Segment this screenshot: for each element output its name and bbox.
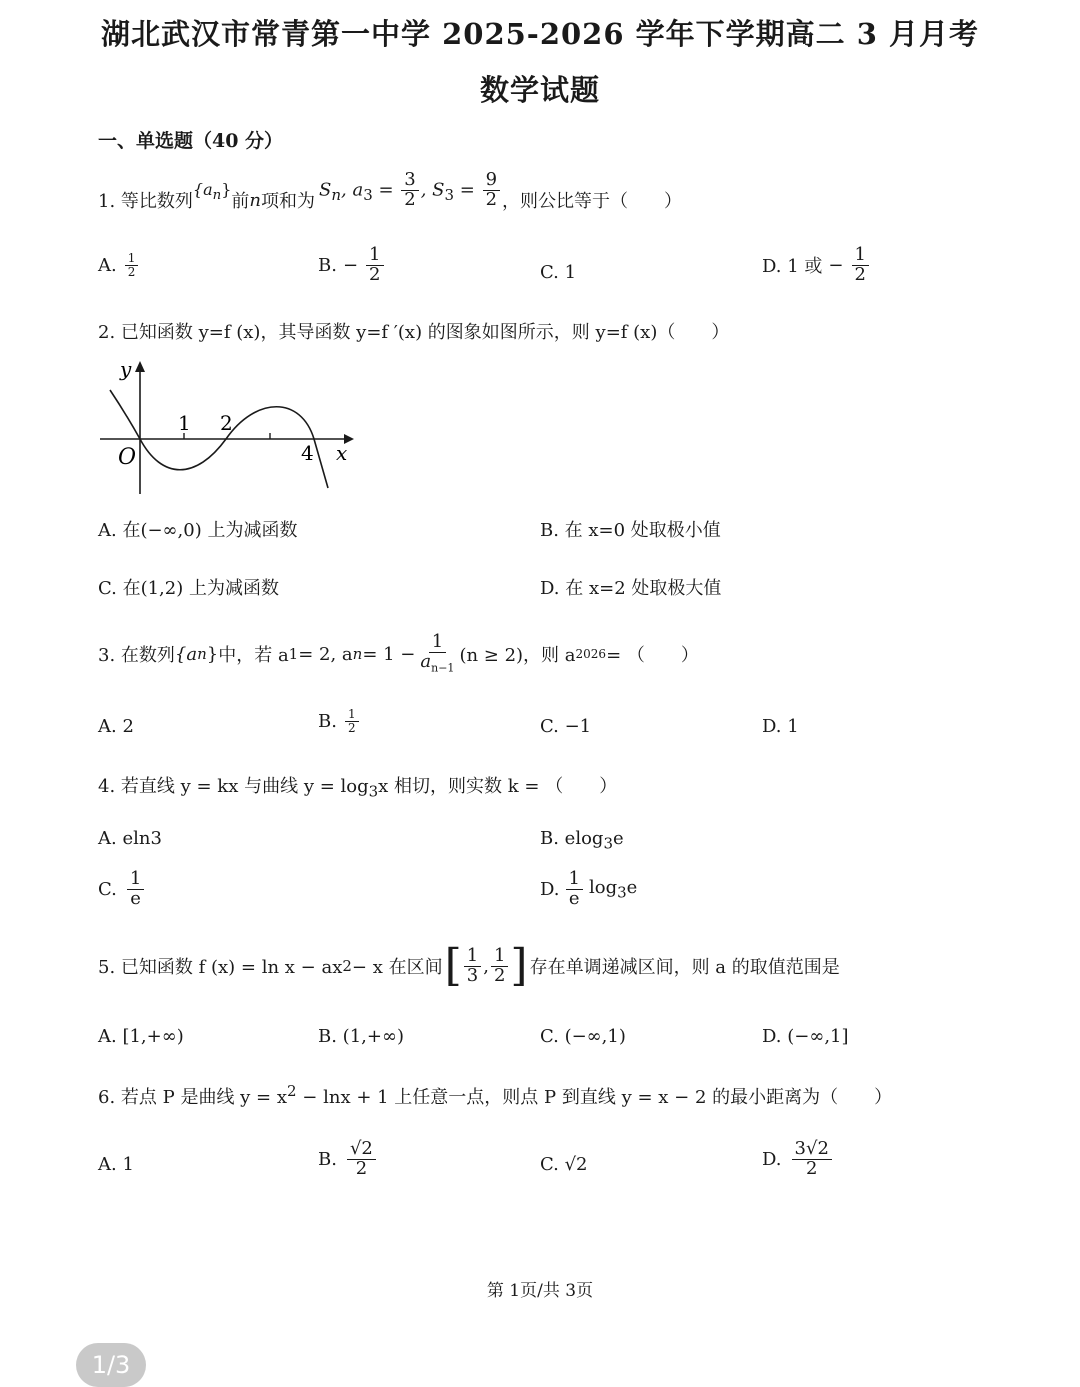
q1-a3-sub: 3 (363, 185, 373, 204)
q1-seq-sub: n (212, 188, 222, 204)
question-6 (98, 1082, 892, 1109)
q3-frac-den: a (420, 651, 432, 673)
q1-eq2: = (454, 179, 481, 200)
q5-frac1-num: 1 (464, 947, 481, 967)
q4-option-c[interactable] (98, 870, 146, 909)
q5-text: 5. 已知函数 f (x) = ln x − ax (98, 957, 343, 978)
q5-option-d[interactable]: D. (−∞,1] (762, 1026, 849, 1047)
q1-text-a: 前 (231, 191, 250, 212)
q3-cond: (n ≥ 2)，则 a (459, 645, 576, 666)
graph-origin-label: O (118, 445, 137, 470)
q3-option-b[interactable] (318, 708, 361, 734)
q1-frac1-den: 2 (404, 188, 416, 210)
y-axis-arrow (135, 361, 145, 372)
q6-option-b-den: 2 (355, 1157, 368, 1179)
q2-option-d[interactable]: D. 在 x=2 处取极大值 (540, 578, 722, 599)
q1-option-d-label: D. 1 或 (762, 256, 823, 278)
graph-y-label: y (120, 357, 132, 381)
page-footer: 第 1页/共 3页 (486, 1281, 594, 1301)
graph-tick-1-label: 1 (178, 411, 191, 435)
q5-text2: − x 在区间 (351, 957, 443, 978)
q5-sup: 2 (342, 957, 352, 975)
q4-option-d-sub: 3 (617, 883, 627, 902)
q5-tail: 存在单调递减区间，则 a 的取值范围是 (529, 957, 840, 978)
q6-option-b-label: B. (318, 1148, 337, 1170)
graph-tick-2-label: 2 (220, 411, 233, 435)
q4-option-b-sub: 3 (603, 834, 613, 853)
q4-text2: x 相切，则实数 k = （ ） (378, 776, 618, 797)
graph-x-label: x (336, 441, 348, 465)
q6-option-a[interactable]: A. 1 (98, 1154, 134, 1175)
q4-text: 4. 若直线 y = kx 与曲线 y = log (98, 776, 369, 797)
q1-option-d-num: 1 (852, 246, 869, 266)
q1-a3: , a (341, 179, 364, 200)
q1-option-d-den: 2 (854, 263, 866, 285)
q6-option-b-num: √2 (347, 1140, 376, 1160)
q4-sub: 3 (368, 782, 379, 801)
q6-option-d-label: D. (762, 1148, 782, 1170)
q3-option-b-den: 2 (347, 720, 356, 735)
q1-seq-end: } (221, 180, 232, 200)
q3-option-a[interactable]: A. 2 (98, 716, 134, 737)
q6-option-d-num: 3√2 (792, 1140, 832, 1160)
q1-eq: = (372, 179, 400, 200)
q1-seq: {a (192, 180, 213, 200)
q1-S3: , S (420, 179, 445, 200)
q1-option-d-sign: − (828, 254, 844, 276)
q1-option-a[interactable] (98, 252, 140, 278)
q4-option-b-tail: e (613, 828, 624, 849)
q1-frac1-num: 3 (401, 171, 418, 191)
q3-frac-num: 1 (429, 633, 446, 653)
derivative-graph (96, 352, 366, 500)
q2-option-b[interactable]: B. 在 x=0 处取极小值 (540, 520, 721, 541)
q4-option-d-tail: log (588, 877, 618, 899)
q6-text2: − lnx + 1 上任意一点，则点 P 到直线 y = x − 2 的最小距离为（ ） (296, 1087, 893, 1108)
q3-tail: = （ ） (606, 645, 699, 666)
q6-option-d-den: 2 (805, 1157, 818, 1179)
q1-option-b-den: 2 (369, 263, 381, 285)
q6-sup: 2 (287, 1082, 297, 1100)
q1-S-sub: n (331, 185, 342, 204)
section-heading: 一、单选题（40 分） (98, 130, 284, 152)
q4-option-c-num: 1 (127, 870, 144, 890)
q1-S: S (319, 179, 332, 200)
question-4 (98, 772, 617, 801)
question-3 (98, 624, 699, 684)
q3-option-d[interactable]: D. 1 (762, 716, 799, 737)
q3-an-sub: n (352, 645, 363, 663)
q3-mid3: = 1 − (362, 643, 416, 665)
q1-option-b-label: B. (318, 254, 337, 276)
q1-option-b[interactable] (318, 246, 386, 285)
q3-a1-sub: 1 (288, 645, 299, 663)
q5-option-a[interactable]: A. [1,+∞) (98, 1026, 184, 1047)
graph-tick-4-label: 4 (301, 441, 314, 465)
q1-tail: ，则公比等于（ ） (502, 191, 683, 212)
q4-option-d-label: D. (540, 878, 560, 900)
question-5 (98, 936, 840, 996)
q1-option-a-label: A. (98, 254, 117, 276)
q4-option-d-num: 1 (566, 870, 583, 890)
exam-subtitle: 数学试题 (479, 73, 600, 107)
q5-frac2-num: 1 (491, 947, 508, 967)
q3-option-b-num: 1 (345, 708, 359, 722)
q1-text-b: 项和为 (261, 191, 315, 212)
q2-option-c[interactable]: C. 在(1,2) 上为减函数 (98, 578, 279, 599)
q5-frac2-den: 2 (493, 964, 506, 986)
q3-res-sub: 2026 (575, 647, 607, 661)
q1-frac2-den: 2 (485, 188, 498, 210)
q3-seq-end: } (206, 643, 219, 665)
q4-option-b-text: B. elog (540, 828, 604, 849)
q2-option-a[interactable]: A. 在(−∞,0) 上为减函数 (98, 520, 298, 541)
q3-seq-sub: n (197, 645, 207, 663)
q1-intro: 1. 等比数列 (98, 191, 193, 212)
q4-option-d-den: e (568, 887, 580, 909)
q5-option-b[interactable]: B. (1,+∞) (318, 1026, 404, 1047)
q5-interval-open: [ (444, 940, 462, 991)
question-2: 2. 已知函数 y=f (x)，其导函数 y=f ′(x) 的图象如图所示，则 y=f (x)（ ） (98, 322, 730, 343)
q4-option-b[interactable] (540, 828, 624, 853)
q6-option-b[interactable] (318, 1140, 378, 1179)
page-indicator[interactable]: 1/3 (76, 1343, 146, 1387)
q3-mid2: = 2, a (298, 643, 353, 665)
q3-frac-den-sub: n−1 (431, 661, 455, 675)
q1-frac2-num: 9 (483, 171, 500, 191)
exam-title: 湖北武汉市常青第一中学 2025-2026 学年下学期高二 3 月月考 (100, 17, 980, 51)
q1-n: n (249, 189, 261, 211)
q6-option-d[interactable] (762, 1140, 834, 1179)
q1-option-b-sign: − (342, 254, 359, 276)
q4-option-c-label: C. (98, 878, 117, 900)
q1-option-a-den: 2 (127, 264, 136, 279)
q3-mid: 中，若 a (218, 645, 289, 666)
q4-option-a[interactable]: A. eln3 (98, 828, 162, 849)
q1-option-c[interactable]: C. 1 (540, 262, 577, 283)
q6-option-c[interactable]: C. √2 (540, 1154, 588, 1175)
q3-option-c[interactable]: C. −1 (540, 716, 592, 737)
question-1 (98, 168, 683, 228)
q1-option-a-num: 1 (125, 252, 139, 266)
q4-option-d[interactable] (540, 870, 637, 909)
q4-option-d-tail2: e (626, 877, 638, 899)
q4-option-c-den: e (130, 887, 141, 909)
q1-option-d[interactable] (762, 246, 871, 285)
q1-option-b-num: 1 (366, 246, 383, 266)
q5-frac1-den: 3 (466, 964, 479, 986)
q6-text: 6. 若点 P 是曲线 y = x (98, 1087, 288, 1108)
q1-S3-sub: 3 (444, 185, 455, 204)
q5-comma: , (483, 955, 489, 977)
q5-interval-close: ] (510, 940, 528, 991)
q5-option-c[interactable]: C. (−∞,1) (540, 1026, 626, 1047)
q3-seq: {a (174, 643, 198, 665)
q3-intro: 3. 在数列 (98, 645, 175, 666)
q3-option-b-label: B. (318, 710, 337, 732)
